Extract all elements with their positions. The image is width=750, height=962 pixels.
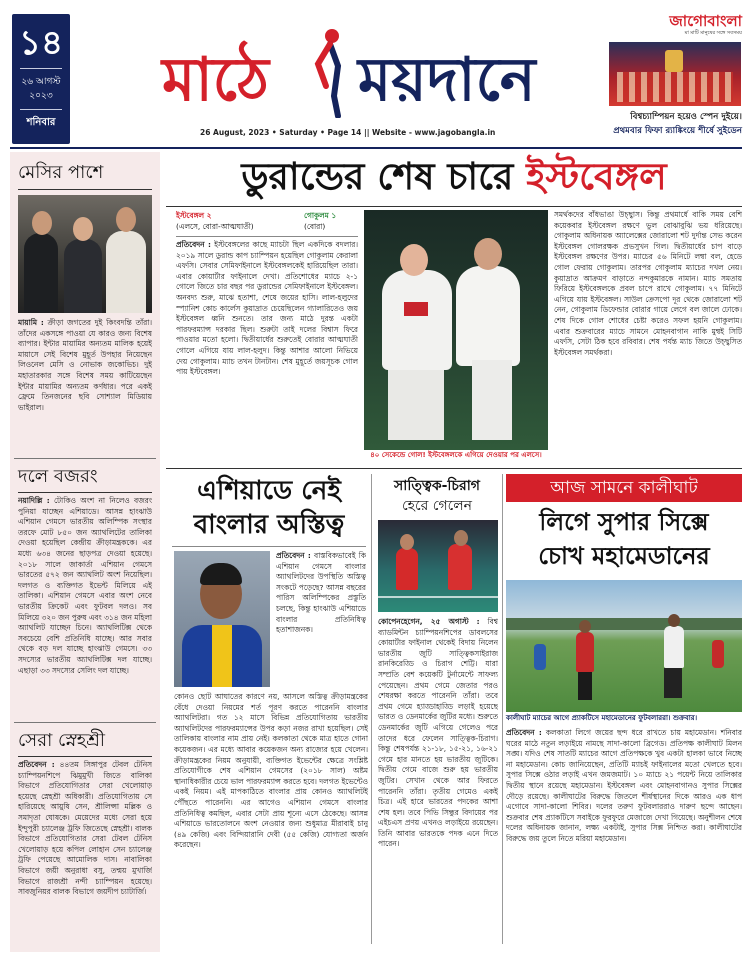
asian-intro: প্রতিবেদন : বাস্তবিকভাবেই কি এশিয়ান গেমসে বাংলার অ্যাথলিটদের উপস্থিতি অস্তিত্ব সংকটে পড়েছে? আসন্ন বছরের পারিস অলিম্পিকের প্রস্তুতি চলছে, কিন্তু হাংঝাউ এশিয়াডে বাংলার প্রতিনিধিত্ব হতাশাজনক। [276,551,366,635]
football-player-icon [308,26,352,118]
asian-body: কোনও ছোট আঘাতের কারণে নয়, আসলে অস্তিত্ব ক্রীড়ামন্ত্রকের বেঁধে দেওয়া নিয়মের শর্ত পূরণ করতে পারেননি বাংলার অ্যাথলিটরা। গত ১২ মাসে বিভিন্ন প্রতিযোগিতায় ভারতীয় অ্যাথলিটদের পারফরম্যান্সের উপর কড়া নজর রাখা হয়েছিল। সেই তালিকায় বাংলার নাম প্রায় নেই। কলকাতা থেকে মাত্র হাতে গোনা কয়েকজন। এর মধ্যে আবার কয়েকজন অন্য রাজ্যের হয়ে খেলেন। ক্রীড়ামন্ত্রকের নিয়ম অনুযায়ী, ব্যক্তিগত ইভেন্টের ক্ষেত্রে সংশ্লিষ্ট প্রতিযোগীকে শেষ এশিয়ান গেমসের (২০১৮ সাল) অষ্টম স্থানাধিকারীর চেয়ে ভাল পারফরম্যান্স করতে হবে। দলগত ইভেন্টেও একই নিয়ম। এই মাপকাঠিতে বাংলার প্রায় কোনও অ্যাথলিটই পৌঁছতে পারেননি। এর আগেও এশিয়ান গেমসে বাংলার প্রতিনিধিত্ব কমছিল, এবার সেটা প্রায় শূন্যে এসে ঠেকেছে। আসন্ন এশিয়াডে ভারতোলনে অংশ নেওয়ার জন্য শুধুমাত্র মীরাবাই চানু (৪৯ কেজি) এবং বিন্দিয়ারানি দেবী (৫৫ কেজি) যোগ্যতা অর্জন করেছেন। [174,692,368,850]
brand-logo [618,12,742,38]
dol-title: দলে বজরং [18,466,98,487]
sera-text: প্রতিবেদন : ৪৪তম সিঙ্গাপুর টেবল টেনিস চ্যাম্পিয়নশিপে ঝিমুমুখী জিতে বালিকা বিভাগে প্রতিযোগিতার সেরা খেলোয়াড় হয়েছে স্নেহশ্রী অধিকারী। প্রতিযোগিতায় সে হারিয়েছে আয়ুষি সেন, শ্রীলিপ্সা মল্লিক ও সমাদৃতা ঘোষকে। মেয়েদের মধ্যে সেরা হয়ে ইন্দুপুরী চ্যালেঞ্জ ট্রফি জিতেছে স্নেহশ্রী। বালক বিভাগে প্রতিযোগিতার সেরা টেবল টেনিস খেলোয়াড় হয়ে কপিল লোহান সেন চ্যালেঞ্জ ট্রফি পেয়েছে আমোলিক দাস। নাবালিকা বিভাগে জয়ী অনুরাধা বসু, তন্ময় মুখার্জি বিভাগে রাজশ্রী নন্দী চ্যাম্পিয়ন হয়েছে। সাবজুনিয়র বালক বিভাগে জয়দীপ চ্যাটার্জি। [18,760,152,897]
dateline: 26 August, 2023 • Saturday • Page 14 || Website - www.jagobangla.in [200,128,496,137]
lead-headline: ডুরান্ডের শেষ চারে ইস্টবেঙ্গল [241,155,667,198]
sattik-headline-1: সাত্ত্বিক-চিরাগ [394,478,480,494]
column-divider [502,474,503,944]
weekday: শনিবার [26,117,56,128]
sera-title: সেরা স্নেহশ্রী [18,730,105,751]
lead-text-col1: প্রতিবেদন : ইস্টবেঙ্গলের কাছে ম্যাচটা ছিল একদিকে বদলার। ২০১৯ সালে ডুরান্ড কাপ চ্যাম্পিয়ন হয়েছিল গোকুলাম কেরালা এফসি। সেবার সেমিফাইনালে ইস্টবেঙ্গলকেই হারিয়েছিল তারা। এবার কোয়ার্টার ফাইনালে দেখা। প্রতিশোধের ম্যাচে ২-১ গোলে জিতে চার বছর পর ডুরান্ডের সেমিফাইনালে ইস্টবেঙ্গল। অনবদ্য শুরু, মাঝে হতাশা, শেষে জয়ের হাসি। লাল-হলুদের স্প্যানিশ কোচ কার্লেস কুয়াদ্রাত চেয়েছিলেন গ্যালারিতেও জয় ইস্টবেঙ্গল ধ্বনি শুনতে। তার জন্য মাঠে দুরন্ত একটা পারফরম্যান্স দরকার ছিল। শুরুটা তাই দলের বিশ্বাস ফিরে পাওয়ার মতো হলো। দ্বিতীয়ার্ধের শুরুতেই বোরার আত্মঘাতী গোলে এগিয়ে যায় লাল-হলুদ। কিন্তু আশার আলো নিভিয়ে দেয় গোকুলাম। ম্যাচ তখন টানটান। শেষ মুহূর্তে জয়সূচক গোল পায় ইস্টবেঙ্গল। [176,240,358,377]
kalighat-banner-text: আজ সামনে কালীঘাট [550,478,698,498]
asian-photo [174,551,270,687]
date-year: ২০২৩ [29,91,53,101]
sattik-photo [378,520,498,612]
score-eastbengal: ইস্টবেঙ্গল ২ [176,211,212,220]
score-gokulam: গোকুলম ১ [304,211,337,220]
asian-headline-1: এশিয়াডে নেই [197,476,341,506]
masthead-title [162,40,582,120]
messi-title: মেসির পাশে [18,162,104,183]
brand-tagline: মা মাটি মানুষের সঙ্গে সবসময় [684,30,742,36]
column-divider [371,474,372,944]
sattik-text: কোপেনহেগেন, ২৫ অগাস্ট : বিশ্ব ব্যাডমিন্টন চ্যাম্পিয়নশিপের ডাবলসের কোয়ার্টার ফাইনাল থেকেই বিদায় নিলেন ভারতীয় জুটি সাত্ত্বিকসাইরাজ রানকিরেড্ডি ও চিরাগ শেট্টি। যারা সম্প্রতি বেশ কয়েকটি টুর্নামেন্টে সাফল্য পেয়েছেন। প্রথম গেমে জেতার পরও শেষরক্ষা করতে পারেননি তাঁরা। তবে প্রথম গেমে হ্যাড্ডাহাড্ডি লড়াই হয়েছে ভারত ও ডেনমার্কের জুটির মধ্যে। শুরুতে ডেনমার্কের জুটি এগিয়ে গেলেও পরে তাদের ধরে ফেলেন সাত্ত্বিক-চিরাগ। কিন্তু শেষপর্যন্ত ২১-১৮, ১৫-২১, ১৬-২১ গেমে হার মানতে হয় ভারতীয় জুটিকে। দ্বিতীয় গেমে বাজে শুরু হয় ভারতীয় জুটির। সেখান থেকে আর ফিরতে পারেননি তাঁরা। তৃতীয় গেমেও একই চিত্র। এই হারে ভারতের পদকের আশা শেষ হল। তবে পিভি সিন্ধুর বিদায়ের পর এইচএস প্রণয় এখনও লড়াইয়ে রয়েছেন। তিনি আবার ভারতকে পদক এনে দিতে পারেন। [378,617,498,849]
kalighat-headline-1: লিগে সুপার সিক্সে [539,508,709,536]
kalighat-text: প্রতিবেদন : কলকাতা লিগে জয়ের ছন্দ ধরে রাখতে চায় মহামেডান। শনিবার ঘরের মাঠে নতুন লড়াইয়ে নামছে সাদা-কালো ব্রিগেড। প্রতিপক্ষ কালীঘাট মিলন সঙ্ঘ। যদিও শেষ সাতটি ম্যাচের আগে প্রতিপক্ষকে খুব একটা হালকা ভাবে নিচ্ছে না মহামেডান। কোচ জানিয়েছেন, প্রতিটি ম্যাচই ফাইনালের মতো খেলতে হবে। সুপার সিক্সে ওঠার লড়াই এখন জমজমাট। ১০ ম্যাচে ২১ পয়েন্ট নিয়ে তালিকার দ্বিতীয় স্থানে রয়েছে মহামেডান। ইস্টবেঙ্গল এবং মোহনবাগানও সুপার সিক্সের দৌড়ে রয়েছে। কালীঘাটের বিরুদ্ধে জিতলে শীর্ষস্থানের দিকে আরও এক ধাপ এগোবে সাদা-কালো শিবির। দলের তরুণ ফুটবলাররাও দারুণ ছন্দে আছেন। শুক্রবার শেষ প্র্যাকটিসে সবাইকে ফুরফুরে মেজাজে দেখা গিয়েছে। অনুশীলন শেষে দলের অধিনায়ক জানান, লক্ষ্য একটাই, সুপার সিক্স নিশ্চিত করা। কালীঘাটের বিরুদ্ধে জয় তুলে নিতে মরিয়া মহামেডান। [506,728,742,843]
date-day-month: ২৬ আগস্ট [21,77,61,87]
dol-text: নয়াদিল্লি : টোকিও অংশ না নিলেও বজরং পুনিয়া যাচ্ছেন এশিয়াডে। আসন্ন হাংঝাউ এশিয়ান গেমসে ভারতীয় অলিম্পিক সংস্থার তরফে মোট ৮৫০ জন অ্যাথলিটের তালিকা দেওয়া হয়েছিল কেন্দ্রীয় ক্রীড়ামন্ত্রককে। এর মধ্যে ৬৩৪ জনের ছাড়পত্র দেওয়া হয়েছে। ২০১৮ সালে জাকার্তা এশিয়ান গেমসে ভারতের ৫৭২ জন অ্যাথলিট অংশ নিয়েছিল। দলগত ও ব্যক্তিগত ইভেন্ট মিলিয়ে এই তালিকা। এশিয়ান গেমসে এবার অংশ নেবে ভারতীয় ক্রিকেট এবং ফুটবল দলও। সব মিলিয়ে ৩২০ জন পুরুষ এবং ৩১৪ জন মহিলা অ্যাথলিট যাচ্ছেন চিনে। অ্যাথলিটিক্স থেকে সবচেয়ে বেশি প্রতিনিধি যাচ্ছে। আর সবার থেকে বড় দল যাচ্ছে হাংঝাউ গেমসে। ৩৩ সদস্যের ভারতীয় অ্যাথলিটিক্স দল যাচ্ছে। এছাড়া ৩৩ সদস্যের সেলিং দল যাচ্ছে। [18,496,152,675]
page-number-box [12,14,70,144]
sattik-headline-2: হেরে গেলেন [401,498,473,514]
lead-photo-caption: ৪০ সেকেন্ডে গোল! ইস্টবেঙ্গলকে এগিয়ে দেওয়ার পর এলসে। [370,451,542,459]
promo-photo [609,42,741,106]
kalighat-headline-2: চোখ মহামেডানের [538,542,710,570]
messi-photo [18,195,152,313]
score-box: ইস্টবেঙ্গল ২ (এলসে, বোরা-আত্মঘাতী) গোকুলম ১ (বোরা) [176,211,337,231]
asian-headline-2: বাংলার অস্তিত্ব [193,510,345,540]
title-left: মাঠে [162,45,269,115]
messi-text: মায়ামি : ক্রীড়া জগতের দুই কিংবদন্তি তাঁরা। তাঁদের একসঙ্গে পাওয়া যে কারও জন্য বিশেষ ব্যাপার। ইন্টার মায়ামির অন্যতম মালিক হয়েই মায়াসে সেই বিশেষ মুহূর্ত উপহার নিয়েছেন লিওনেল মেসি ও নোভাক জকোভিচ। দুই মহাতারকার সঙ্গে বিশেষ সময় কাটিয়েছেন ইন্টার মায়ামির অন্যতম কর্ণধার। পরে একই ফ্রেমে তিনজনের ছবি সোশ্যাল মিডিয়ায় ভাইরাল। [18,318,152,412]
kalighat-photo-caption: কালীঘাট ম্যাচের আগে প্র্যাকটিসে মহামেডানের ফুটবলাররা। শুক্রবার। [506,714,698,722]
kalighat-photo [506,580,742,712]
title-right: ময়দানে [358,45,536,115]
promo-line-1: বিশ্বচ্যাম্পিয়ন হয়েও স্পেন দুইয়ে। [630,112,742,122]
promo-line-2: প্রথমবার ফিফা র‍্যাঙ্কিংয়ে শীর্ষে সুইডেন [613,126,742,136]
page-number: ১৪ [18,23,64,63]
masthead-rule [10,147,742,149]
brand-name: জাগোবাংলা [669,12,742,30]
kalighat-banner [506,474,742,502]
lead-photo [364,210,548,450]
lead-text-col3: সমর্থকদের বাঁধভাঙা উচ্ছ্বাস। কিন্তু প্রথমার্ধে বাকি সময় বেশি কয়েকবার ইস্টবেঙ্গল রক্ষণে ভুল বোঝাবুঝি ভয় ধরিয়েছে। গোকুলাম অধিনায়ক অ্যালেক্সের জোরালো শট দুর্দান্ত সেভ করেন ইস্টবেঙ্গল গোলরক্ষক প্রভসুখন গিল। দ্বিতীয়ার্ধের চাপ বাড়ে ইস্টবেঙ্গল রক্ষণের উপর। ম্যাচের ৫৬ মিনিটে লম্বা বল, হেডে গোল ফেরায় গোকুলাম। তারপর গোকুলাম ম্যাচের দখল নেয়। কুয়াদ্রাত আক্রমণ বাড়াতে নন্দকুমারকে নামান। ম্যাচ সমতায় ফিরিয়ে ইস্টবেঙ্গলকে প্রবল চাপে রাখে গোকুলাম। ৭৭ মিনিটে এগিয়ে যায় ইস্টবেঙ্গল। সাউল ক্রেসপো দূর থেকে জোরালো শট নেন, গোকুলাম ডিফেন্ডার বোরার গায়ে লেগে বল জালে ঢোকে। শেষ দিকে গোল শোধের চেষ্টা করেও সফল হয়নি গোকুলাম। এবার শুক্রবারের ম্যাচে সামনে মোহনবাগান নাকি মুম্বই সিটি এফসি, সেটা ঠিক হবে রবিবার। শেষ পর্যন্ত ম্যাচ জিতে উচ্ছ্বসিত ইস্টবেঙ্গল সমর্থকরা। [554,210,742,357]
